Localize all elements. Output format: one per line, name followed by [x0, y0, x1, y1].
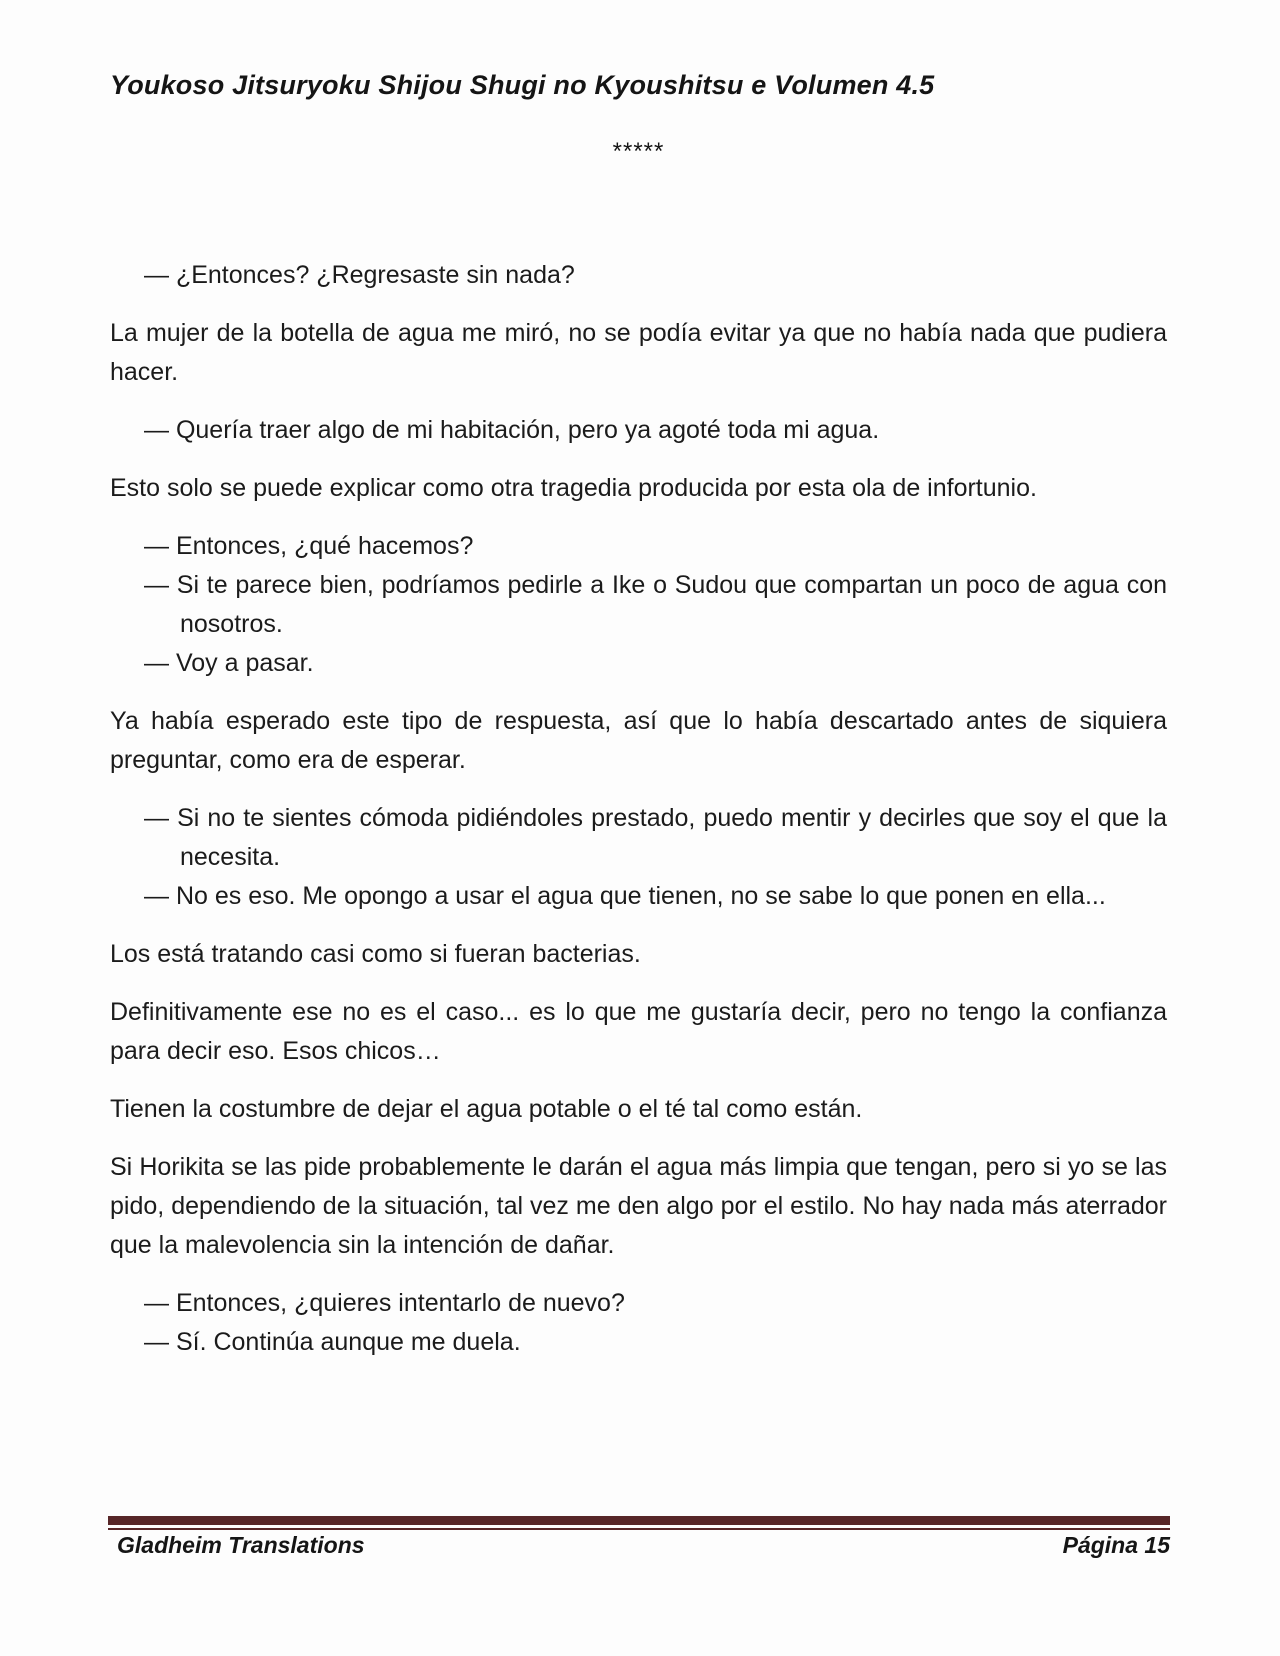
paragraph: Ya había esperado este tipo de respuesta, así que lo había descartado antes de siquiera preguntar, como era de esperar. [110, 707, 1167, 774]
section-separator: ***** [612, 138, 665, 165]
page-footer [117, 1532, 1170, 1559]
footer-divider-thick-line [108, 1516, 1170, 1525]
dialogue-block [110, 527, 1167, 683]
dialogue-block [110, 411, 1167, 450]
footer-divider [108, 1516, 1170, 1530]
dialogue-line: — Entonces, ¿qué hacemos? [144, 532, 474, 560]
paragraph: Esto solo se puede explicar como otra tragedia producida por esta ola de infortunio. [110, 474, 1037, 502]
dialogue-line: — ¿Entonces? ¿Regresaste sin nada? [144, 261, 575, 289]
paragraph: La mujer de la botella de agua me miró, no se podía evitar ya que no había nada que pudiera hacer. [110, 319, 1167, 386]
page-body [110, 256, 1167, 1381]
dialogue-line: — No es eso. Me opongo a usar el agua que tienen, no se sabe lo que ponen en ella... [144, 882, 1106, 910]
page-header-title: Youkoso Jitsuryoku Shijou Shugi no Kyoushitsu e Volumen 4.5 [110, 70, 935, 100]
footer-divider-thin-line [108, 1528, 1170, 1530]
dialogue-line: — Voy a pasar. [144, 649, 314, 677]
dialogue-line: — Quería traer algo de mi habitación, pero ya agoté toda mi agua. [144, 416, 880, 444]
paragraph: Los está tratando casi como si fueran bacterias. [110, 940, 641, 968]
paragraph: Definitivamente ese no es el caso... es lo que me gustaría decir, pero no tengo la confianza para decir eso. Esos chicos… [110, 998, 1167, 1065]
dialogue-line: — Entonces, ¿quieres intentarlo de nuevo? [144, 1289, 625, 1317]
footer-page-number: Página 15 [1062, 1532, 1170, 1558]
dialogue-block [110, 256, 1167, 295]
dialogue-block [110, 799, 1167, 916]
footer-translator-credit: Gladheim Translations [117, 1532, 365, 1558]
dialogue-line: — Sí. Continúa aunque me duela. [144, 1328, 521, 1356]
dialogue-block [110, 1284, 1167, 1362]
paragraph: Si Horikita se las pide probablemente le darán el agua más limpia que tengan, pero si yo se las pido, dependiendo de la situación, tal vez me den algo por el estilo. No hay nada más aterrador que la malevolencia sin la intención de dañar. [110, 1153, 1167, 1259]
dialogue-line: — Si no te sientes cómoda pidiéndoles prestado, puedo mentir y decirles que soy el que la necesita. [144, 804, 1167, 871]
paragraph: Tienen la costumbre de dejar el agua potable o el té tal como están. [110, 1095, 863, 1123]
dialogue-line: — Si te parece bien, podríamos pedirle a Ike o Sudou que compartan un poco de agua con nosotros. [144, 571, 1167, 638]
